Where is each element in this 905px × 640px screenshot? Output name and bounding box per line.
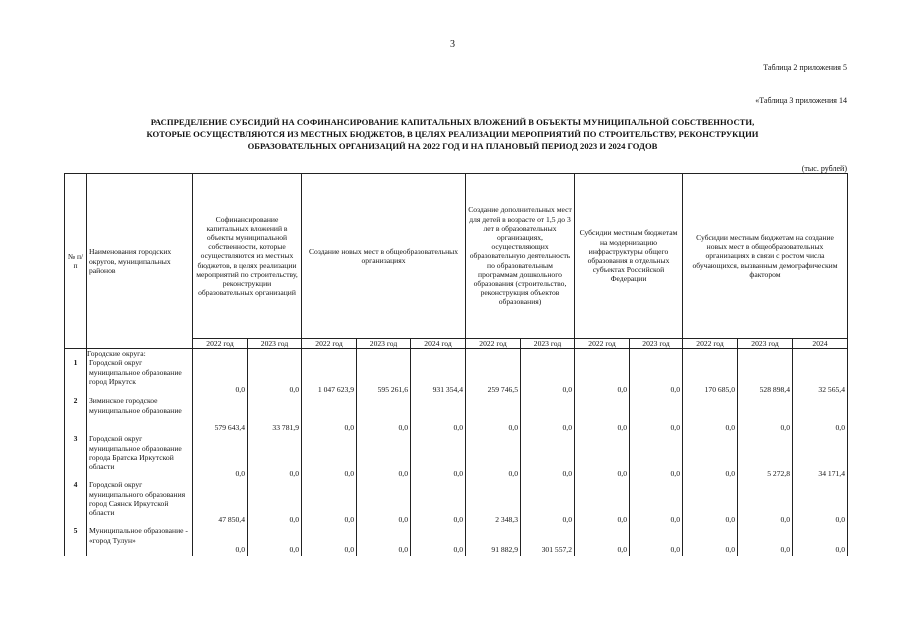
value-cell: 0,0 (193, 358, 248, 396)
value-cell: 0,0 (248, 358, 302, 396)
value-cell: 0,0 (357, 526, 411, 556)
value-cell: 0,0 (521, 396, 575, 434)
value-cell: 579 643,4 (193, 396, 248, 434)
table-row (65, 396, 848, 434)
year-header: 2024 (793, 339, 848, 349)
value-cell: 170 685,0 (683, 358, 738, 396)
value-cell: 0,0 (683, 396, 738, 434)
title-line: ОБРАЗОВАТЕЛЬНЫХ ОРГАНИЗАЦИЙ НА 2022 ГОД И НА ПЛАНОВЫЙ ПЕРИОД 2023 И 2024 ГОДОВ (247, 141, 658, 151)
value-cell: 0,0 (575, 396, 630, 434)
header-demographic: Субсидии местным бюджетам на создание новых мест в общеобразовательных организациях в связи с ростом числа обучающихся, вызванным демографическим фактором (683, 174, 848, 339)
row-name: Городской округ муниципальное образование города Братска Иркутской области (87, 434, 193, 480)
year-header: 2022 год (575, 339, 630, 349)
value-cell: 0,0 (411, 526, 466, 556)
value-cell: 0,0 (521, 434, 575, 480)
value-cell: 0,0 (466, 396, 521, 434)
value-cell: 0,0 (521, 358, 575, 396)
year-header: 2022 год (683, 339, 738, 349)
year-header: 2022 год (193, 339, 248, 349)
row-number: 1 (65, 358, 87, 396)
value-cell: 259 746,5 (466, 358, 521, 396)
header-cofinancing: Софинансирование капитальных вложений в объекты муниципальной собственности, которые осуществляются из местных бюджетов, в целях реализации мероприятий по строительству, реконструкции образовательных организаций (193, 174, 302, 339)
value-cell: 0,0 (738, 526, 793, 556)
year-header: 2023 год (738, 339, 793, 349)
value-cell: 0,0 (466, 434, 521, 480)
value-cell: 0,0 (302, 396, 357, 434)
value-cell: 0,0 (411, 396, 466, 434)
value-cell: 91 882,9 (466, 526, 521, 556)
table-row (65, 480, 848, 526)
value-cell: 0,0 (683, 526, 738, 556)
value-cell: 0,0 (683, 480, 738, 526)
value-cell: 5 272,8 (738, 434, 793, 480)
title-line: РАСПРЕДЕЛЕНИЕ СУБСИДИЙ НА СОФИНАНСИРОВАНИЕ КАПИТАЛЬНЫХ ВЛОЖЕНИЙ В ОБЪЕКТЫ МУНИЦИПАЛЬНОЙ СОБСТВЕННОСТИ, (150, 117, 755, 127)
value-cell: 0,0 (793, 480, 848, 526)
value-cell: 33 781,9 (248, 396, 302, 434)
value-cell: 0,0 (630, 434, 683, 480)
table-row (65, 526, 848, 556)
row-number: 5 (65, 526, 87, 556)
subsidy-table (64, 173, 848, 556)
header-num: № п/п (65, 174, 87, 349)
row-name: Городской округ муниципальное образование город Иркутск (87, 358, 193, 396)
year-header: 2023 год (630, 339, 683, 349)
table-row (65, 358, 848, 396)
value-cell: 0,0 (357, 480, 411, 526)
document-title (100, 116, 805, 152)
value-cell: 0,0 (575, 480, 630, 526)
value-cell: 0,0 (630, 526, 683, 556)
value-cell: 2 348,3 (466, 480, 521, 526)
row-name: Городской округ муниципального образования город Саянск Иркутской области (87, 480, 193, 526)
row-name: Зиминское городское муниципальное образование (87, 396, 193, 434)
value-cell: 0,0 (411, 480, 466, 526)
header-modernization: Субсидии местным бюджетам на модернизацию инфраструктуры общего образования в отдельных субъектах Российской Федерации (575, 174, 683, 339)
value-cell: 0,0 (630, 396, 683, 434)
group-row (65, 349, 848, 359)
value-cell: 0,0 (575, 434, 630, 480)
table-reference: Таблица 2 приложения 5 (763, 63, 847, 72)
value-cell: 0,0 (302, 480, 357, 526)
value-cell: 0,0 (302, 526, 357, 556)
value-cell: 0,0 (793, 396, 848, 434)
row-number: 4 (65, 480, 87, 526)
year-header: 2024 год (411, 339, 466, 349)
row-number: 2 (65, 396, 87, 434)
value-cell: 0,0 (411, 434, 466, 480)
header-name: Наименования городских округов, муниципальных районов (87, 174, 193, 349)
group-label: Городские округа: (87, 349, 193, 359)
year-header: 2023 год (357, 339, 411, 349)
value-cell: 0,0 (357, 396, 411, 434)
header-preschool: Создание дополнительных мест для детей в возрасте от 1,5 до 3 лет в образовательных организациях, осуществляющих образовательную деятельность по образовательным программам дошкольного образования (строительство, реконструкция объектов образования) (466, 174, 575, 339)
value-cell: 1 047 623,9 (302, 358, 357, 396)
value-cell: 32 565,4 (793, 358, 848, 396)
value-cell: 0,0 (575, 526, 630, 556)
value-cell: 0,0 (193, 434, 248, 480)
value-cell: 0,0 (738, 480, 793, 526)
year-header: 2022 год (466, 339, 521, 349)
value-cell: 0,0 (575, 358, 630, 396)
value-cell: 34 171,4 (793, 434, 848, 480)
value-cell: 0,0 (521, 480, 575, 526)
year-header: 2023 год (521, 339, 575, 349)
value-cell: 0,0 (357, 434, 411, 480)
value-cell: 595 261,6 (357, 358, 411, 396)
value-cell: 0,0 (248, 526, 302, 556)
value-cell: 528 898,4 (738, 358, 793, 396)
units-label: (тыс. рублей) (801, 164, 847, 173)
value-cell: 301 557,2 (521, 526, 575, 556)
value-cell: 0,0 (248, 480, 302, 526)
value-cell: 0,0 (630, 358, 683, 396)
value-cell: 0,0 (248, 434, 302, 480)
row-number: 3 (65, 434, 87, 480)
value-cell: 0,0 (193, 526, 248, 556)
page-number: 3 (450, 39, 455, 50)
title-line: КОТОРЫЕ ОСУЩЕСТВЛЯЮТСЯ ИЗ МЕСТНЫХ БЮДЖЕТОВ, В ЦЕЛЯХ РЕАЛИЗАЦИИ МЕРОПРИЯТИЙ ПО СТРОИТЕЛЬСТВУ, РЕКОНСТРУКЦИИ (146, 129, 759, 139)
year-header: 2022 год (302, 339, 357, 349)
value-cell: 0,0 (683, 434, 738, 480)
value-cell: 931 354,4 (411, 358, 466, 396)
value-cell: 47 850,4 (193, 480, 248, 526)
value-cell: 0,0 (302, 434, 357, 480)
header-new-places: Создание новых мест в общеобразовательных организациях (302, 174, 466, 339)
value-cell: 0,0 (738, 396, 793, 434)
table-row (65, 434, 848, 480)
year-header: 2023 год (248, 339, 302, 349)
table-reference-quote: «Таблица 3 приложения 14 (755, 96, 847, 105)
value-cell: 0,0 (793, 526, 848, 556)
row-name: Муниципальное образование - «город Тулун» (87, 526, 193, 556)
value-cell: 0,0 (630, 480, 683, 526)
